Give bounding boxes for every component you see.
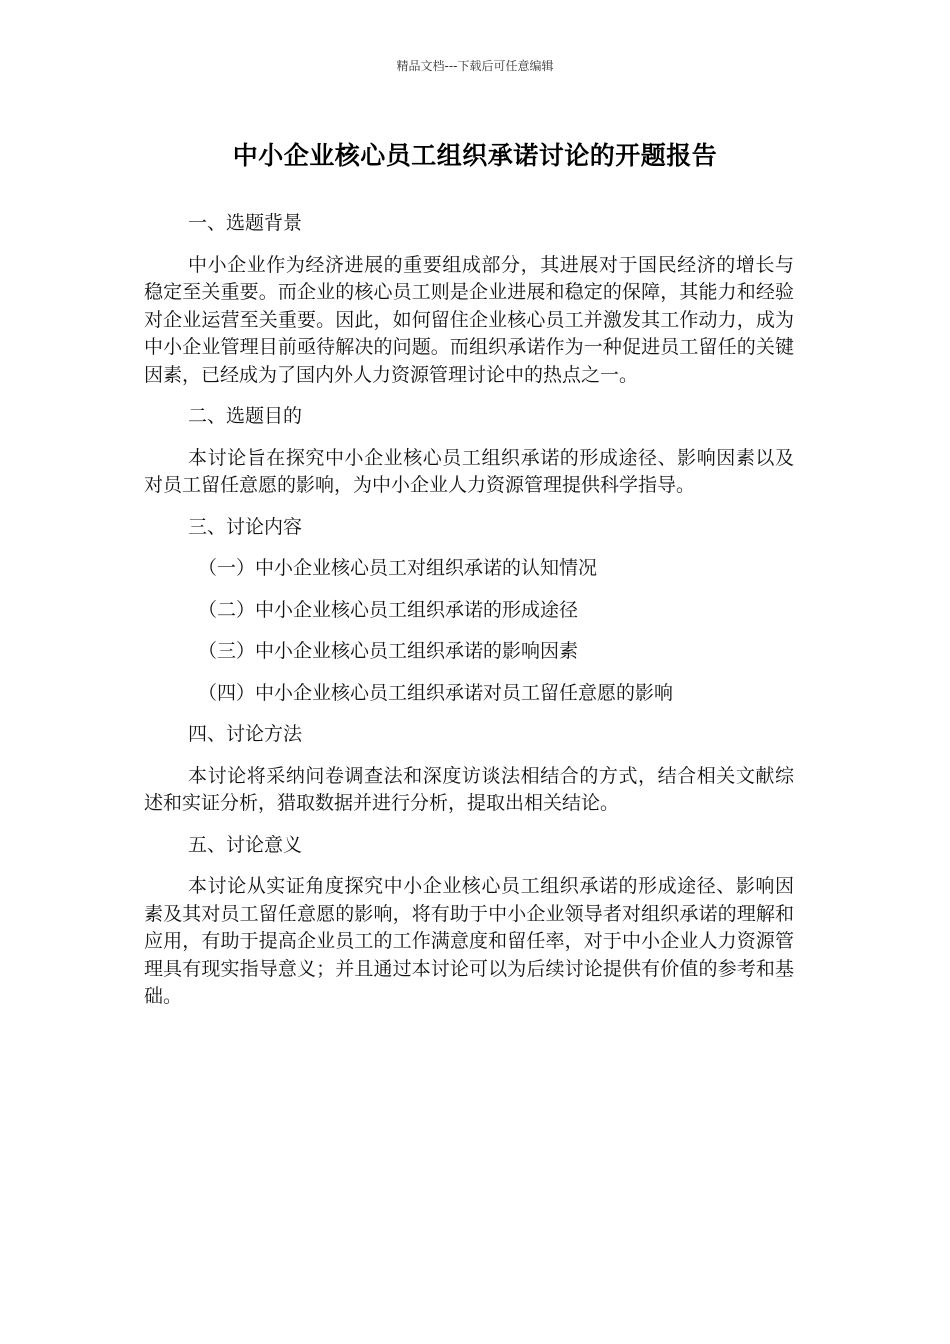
section-heading-purpose: 二、选题目的 [188,405,303,427]
content-item: （四）中小企业核心员工组织承诺对员工留任意愿的影响 [198,681,674,704]
section-paragraph-method: 本讨论将采纳问卷调查法和深度访谈法相结合的方式，结合相关文献综述和实证分析，猎取数据并进行分析，提取出相关结论。 [144,764,794,814]
document-body [144,210,794,1025]
section-paragraph-purpose: 本讨论旨在探究中小企业核心员工组织承诺的形成途径、影响因素以及对员工留任意愿的影响，为中小企业人力资源管理提供科学指导。 [144,446,794,496]
content-item: （三）中小企业核心员工组织承诺的影响因素 [198,640,579,662]
section-heading-method: 四、讨论方法 [188,723,303,745]
section-heading-content: 三、讨论内容 [188,515,303,538]
content-item: （二）中小企业核心员工组织承诺的形成途径 [198,598,579,621]
section-paragraph-significance: 本讨论从实证角度探究中小企业核心员工组织承诺的形成途径、影响因素及其对员工留任意愿的影响，将有助于中小企业领导者对组织承诺的理解和应用，有助于提高企业员工的工作满意度和留任率，对于中小企业人力资源管理具有现实指导意义；并且通过本讨论可以为后续讨论提供有价值的参考和基础。 [144,875,794,1007]
header-note: 精品文档---下载后可任意编辑 [396,59,554,73]
content-item: （一）中小企业核心员工对组织承诺的认知情况 [198,557,598,579]
document-title: 中小企业核心员工组织承诺讨论的开题报告 [232,141,718,170]
section-heading-background: 一、选题背景 [188,212,303,234]
section-heading-significance: 五、讨论意义 [188,833,303,856]
section-paragraph-background: 中小企业作为经济进展的重要组成部分，其进展对于国民经济的增长与稳定至关重要。而企业的核心员工则是企业进展和稳定的保障，其能力和经验对企业运营至关重要。因此，如何留住企业核心员工并激发其工作动力，成为中小企业管理目前亟待解决的问题。而组织承诺作为一种促进员工留任的关键因素，已经成为了国内外人力资源管理讨论中的热点之一。 [144,253,794,386]
